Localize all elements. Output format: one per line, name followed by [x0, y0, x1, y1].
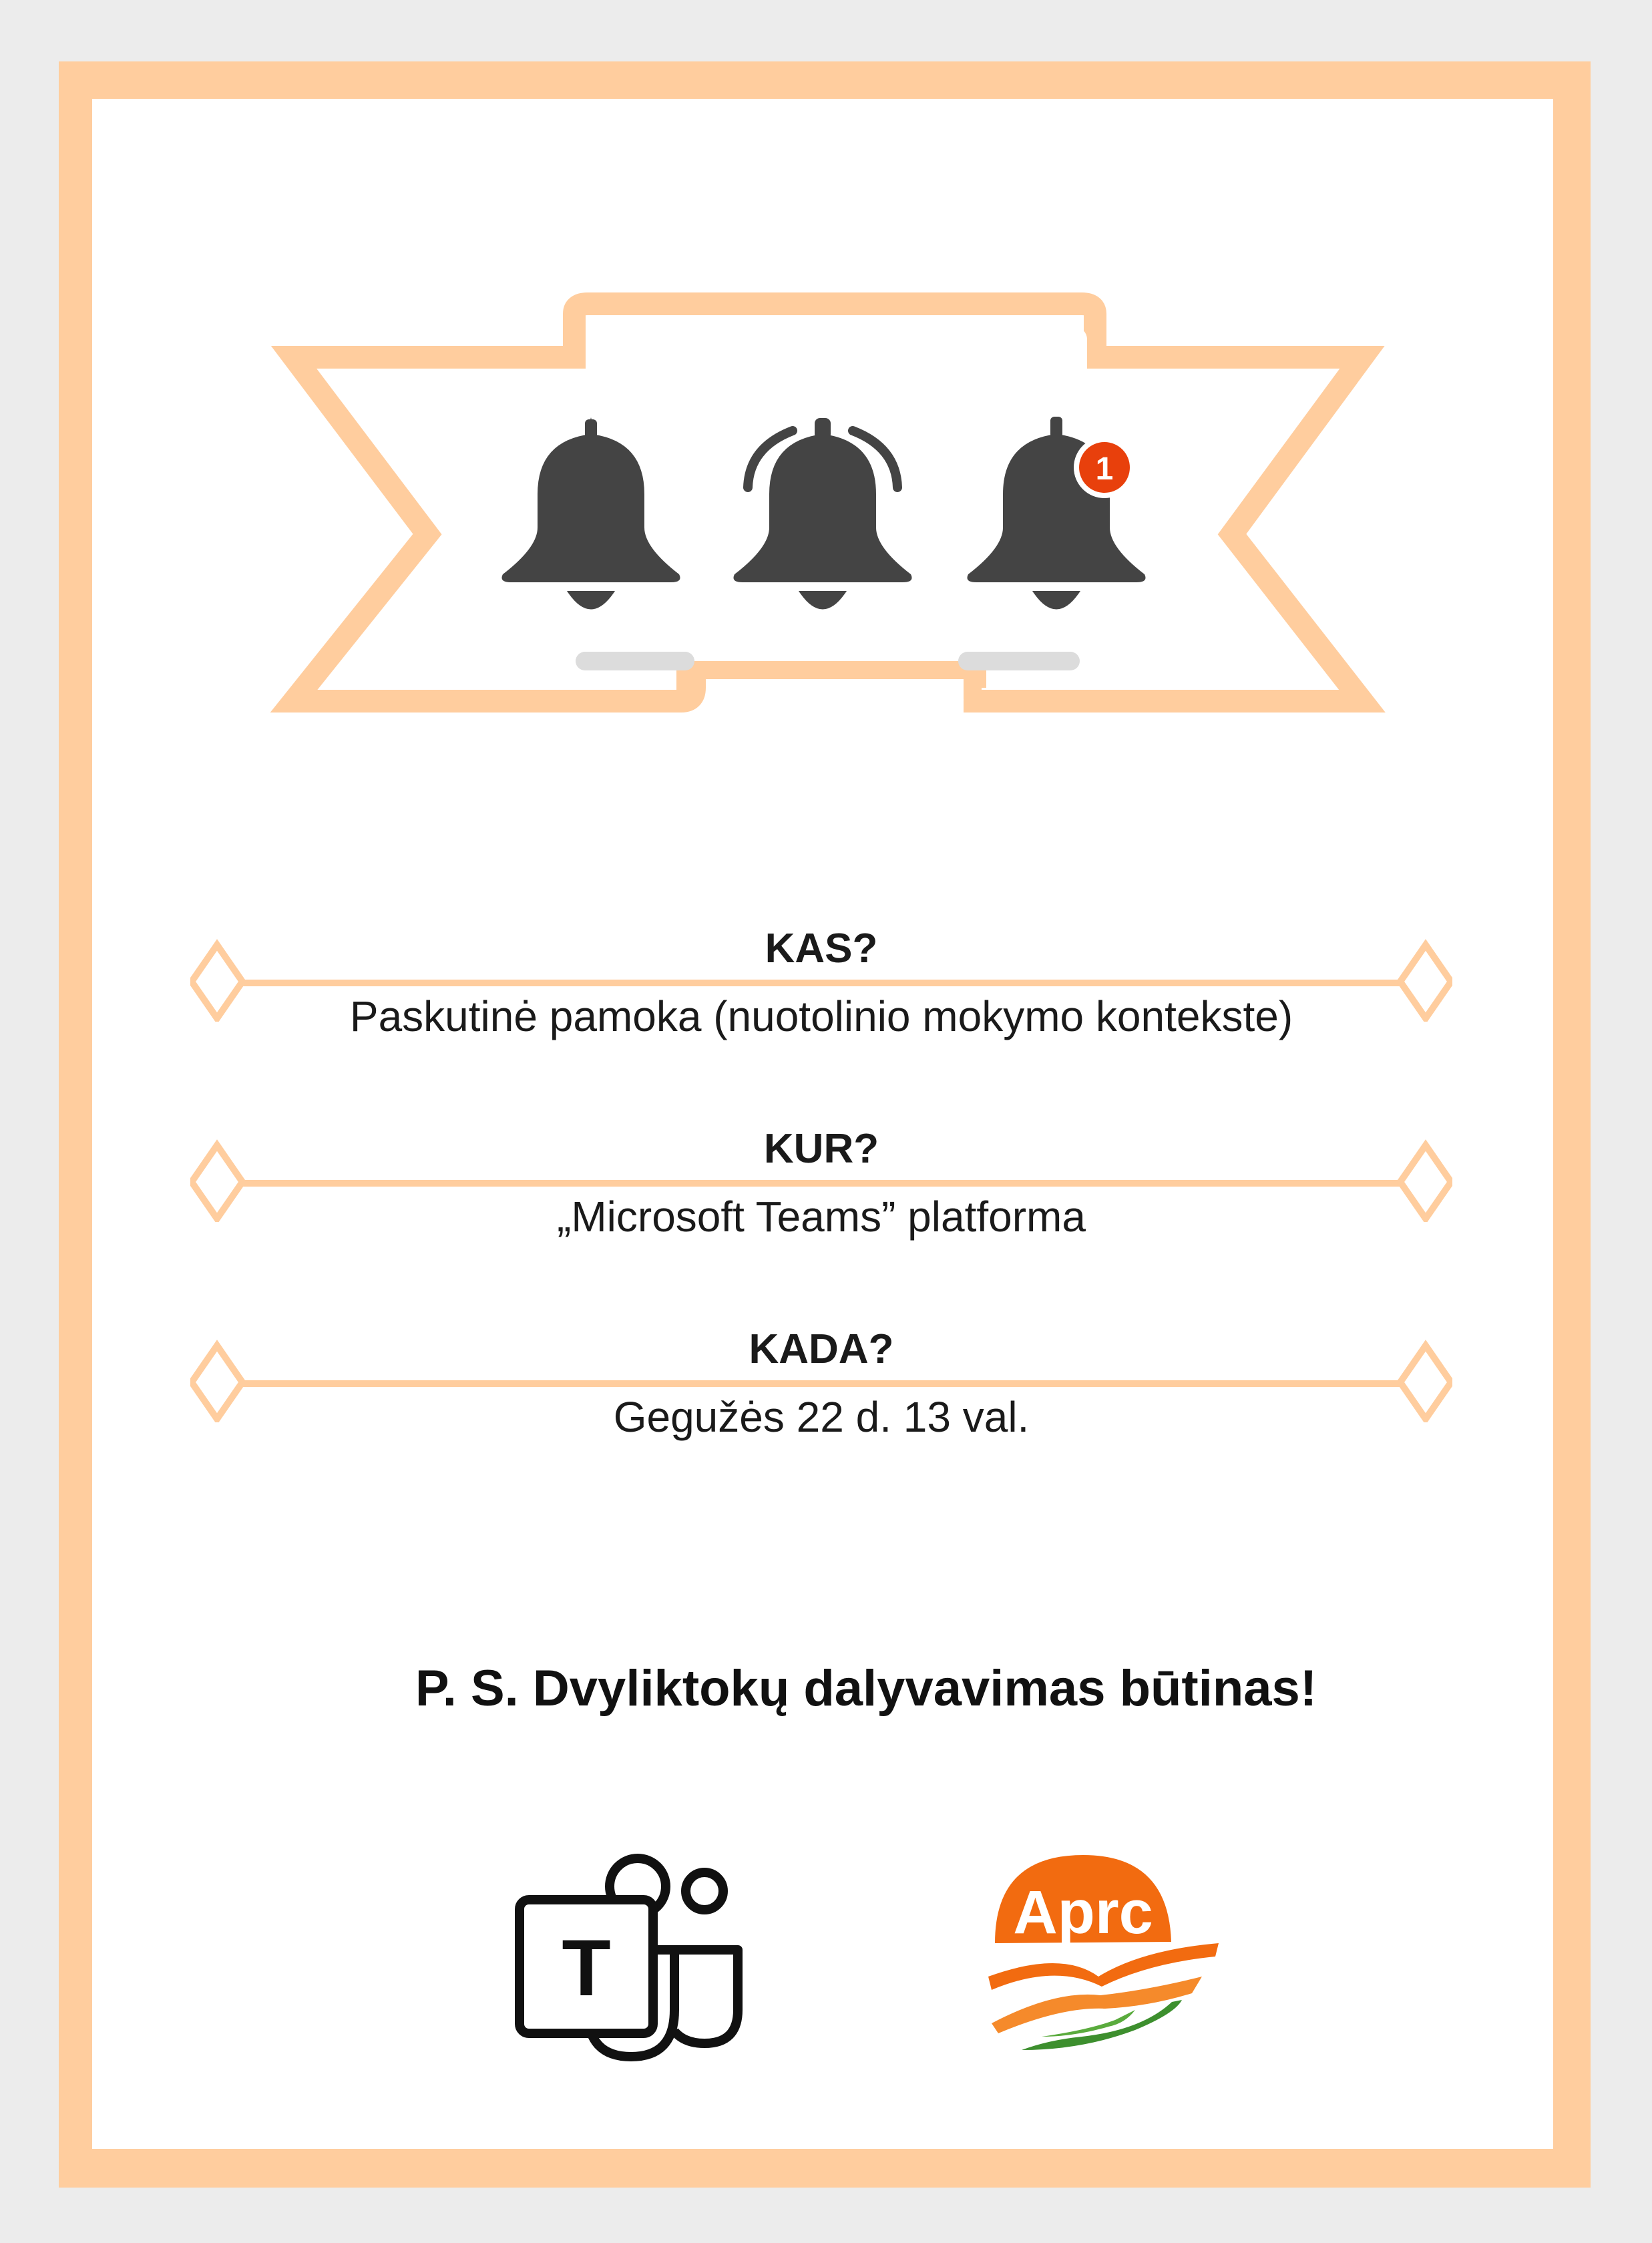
teams-letter: T — [562, 1923, 611, 2013]
section-heading: KADA? — [749, 1326, 894, 1372]
ribbon-fold-right — [958, 652, 1080, 670]
section-value: „Microsoft Teams” platforma — [557, 1193, 1086, 1241]
microsoft-teams-logo — [514, 1850, 748, 2063]
aprc-logo-text: Aprc — [1013, 1878, 1153, 1947]
section-value: Gegužės 22 d. 13 val. — [613, 1393, 1030, 1441]
section-where — [190, 1126, 1452, 1242]
section-when — [190, 1326, 1452, 1442]
ribbon-banner — [0, 0, 1652, 735]
section-what — [190, 928, 1452, 1042]
section-heading: KUR? — [763, 1126, 879, 1172]
section-value: Paskutinė pamoka (nuotolinio mokymo kontekste) — [349, 992, 1293, 1040]
aprc-logo — [982, 1850, 1222, 2063]
section-heading: KAS? — [765, 926, 878, 972]
ps-note: P. S. Dvyliktokų dalyvavimas būtinas! — [415, 1660, 1317, 1717]
notification-badge: 1 — [1095, 451, 1114, 487]
ribbon-fold-left — [576, 652, 694, 670]
